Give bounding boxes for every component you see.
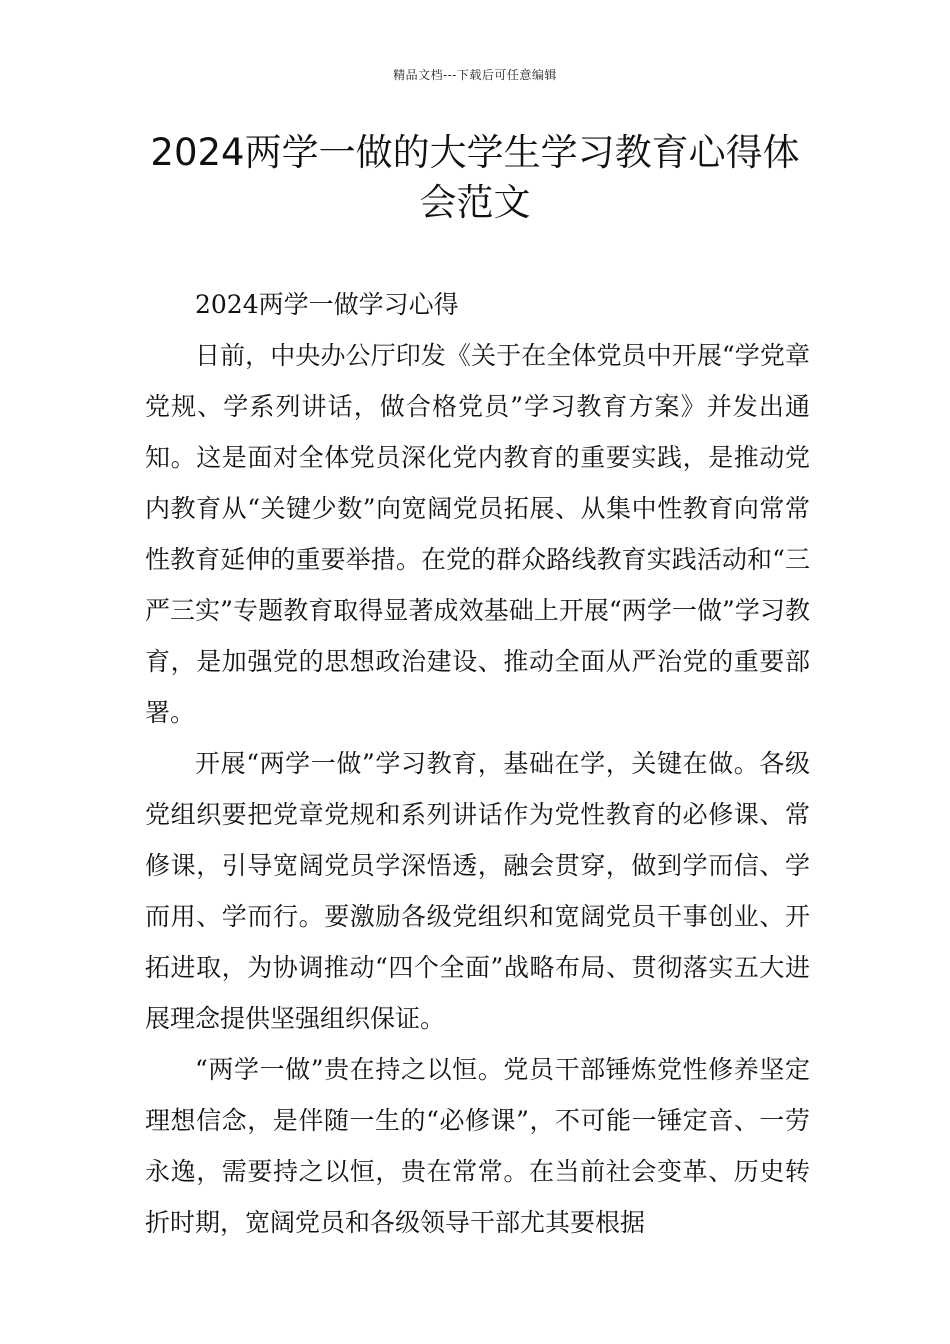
document-body <box>145 279 810 1248</box>
body-paragraph: 日前，中央办公厅印发《关于在全体党员中开展“学党章党规、学系列讲话，做合格党员”学习教育方案》并发出通知。这是面对全体党员深化党内教育的重要实践，是推动党内教育从“关键少数”向宽阔党员拓展、从集中性教育向常常性教育延伸的重要举措。在党的群众路线教育实践活动和“三严三实”专题教育取得显著成效基础上开展“两学一做”学习教育，是加强党的思想政治建设、推动全面从严治党的重要部署。 <box>145 341 810 727</box>
subtitle-paragraph: 2024两学一做学习心得 <box>195 290 459 319</box>
document-title: 2024两学一做的大学生学习教育心得体会范文 <box>150 131 800 224</box>
body-paragraph: 开展“两学一做”学习教育，基础在学，关键在做。各级党组织要把党章党规和系列讲话作为党性教育的必修课、常修课，引导宽阔党员学深悟透，融会贯穿，做到学而信、学而用、学而行。要激励各级党组织和宽阔党员干事创业、开拓进取，为协调推动“四个全面”战略布局、贯彻落实五大进展理念提供坚强组织保证。 <box>145 749 810 1033</box>
header-note: 精品文档---下载后可任意编辑 <box>393 68 557 82</box>
body-paragraph: “两学一做”贵在持之以恒。党员干部锤炼党性修养坚定理想信念，是伴随一生的“必修课”，不可能一锤定音、一劳永逸，需要持之以恒，贵在常常。在当前社会变革、历史转折时期，宽阔党员和各级领导干部尤其要根据 <box>145 1055 810 1237</box>
